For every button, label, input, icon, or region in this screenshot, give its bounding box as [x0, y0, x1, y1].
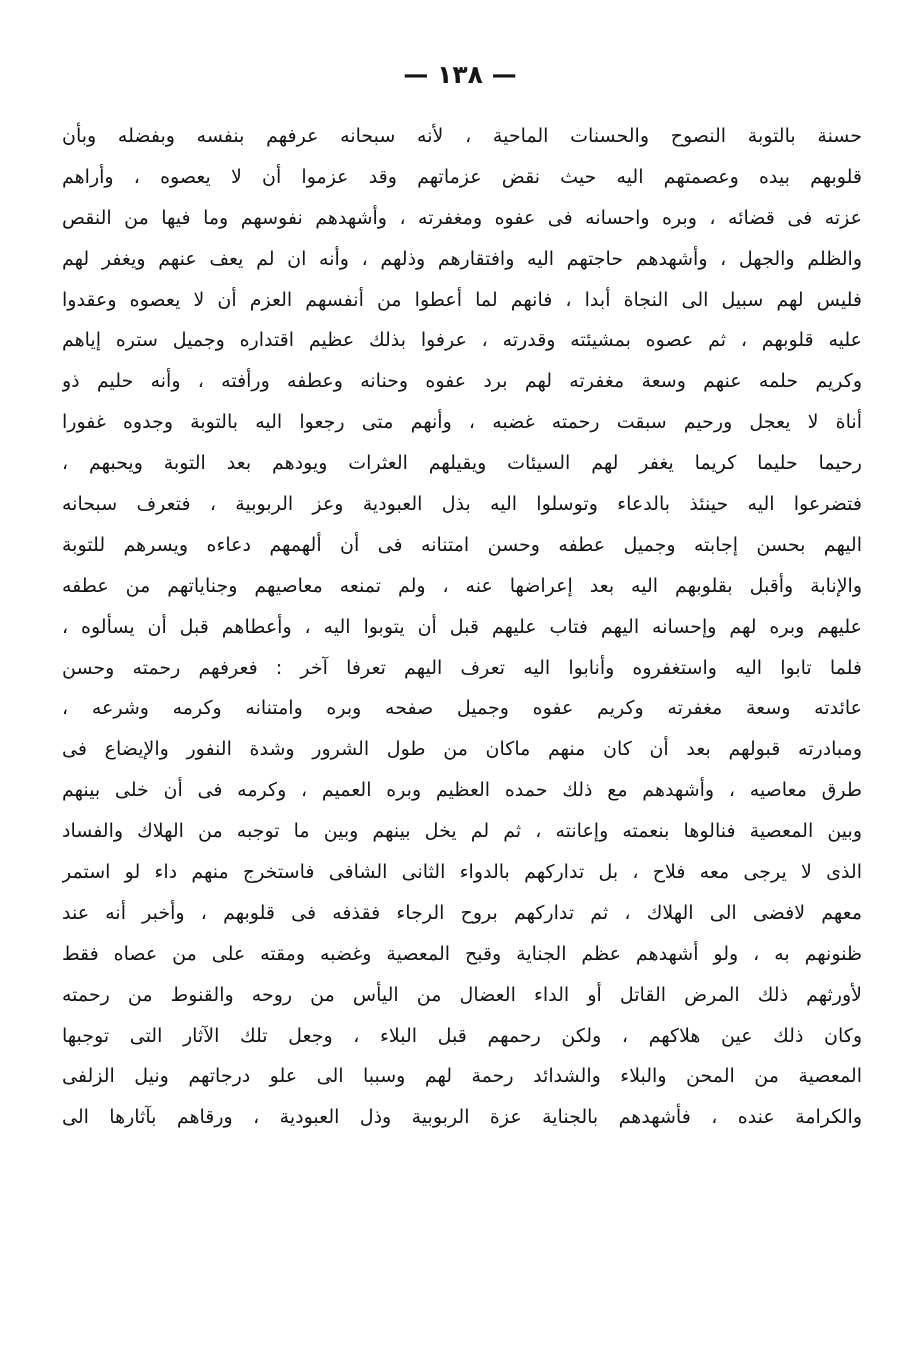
text-line: أناة لا يعجل ورحيم سبقت رحمته غضبه ، وأنهم متى رجعوا اليه بالتوبة وجدوه غفورا — [62, 411, 862, 434]
text-line: طرق معاصيه ، وأشهدهم مع ذلك حمده العظيم وبره العميم ، وكرمه فى أن خلى بينهم — [62, 779, 862, 802]
text-line: قلوبهم بيده وعصمتهم اليه حيث نقض عزماتهم وقد عزموا أن لا يعصوه ، وأراهم — [62, 165, 862, 188]
text-line: عائدته وسعة مغفرته وكريم عفوه وجميل صفحه وبره وامتنانه وكرمه وشرعه ، — [62, 697, 862, 720]
text-line: حسنة بالتوبة النصوح والحسنات الماحية ، لأنه سبحانه عرفهم بنفسه وبفضله وبأن — [62, 125, 862, 147]
text-line: عزته فى قضائه ، وبره واحسانه فى عفوه ومغفرته ، وأشهدهم نفوسهم وما فيها من النقص — [62, 206, 862, 229]
text-line: فتضرعوا اليه حينئذ بالدعاء وتوسلوا اليه بذل العبودية وعز الربوبية ، فتعرف سبحانه — [62, 493, 862, 516]
text-line: معهم لافضى الى الهلاك ، ثم تداركهم بروح الرجاء فقذفه فى قلوبهم ، وأخبر أنه عند — [62, 901, 862, 924]
text-line: عليهم وبره لهم وإحسانه اليهم فتاب عليهم قبل أن يتوبوا اليه ، وأعطاهم قبل أن يسألوه ، — [62, 615, 862, 638]
text-line: وكان ذلك عين هلاكهم ، ولكن رحمهم قبل البلاء ، وجعل تلك الآثار التى توجبها — [62, 1024, 862, 1047]
text-line: والظلم والجهل ، وأشهدهم حاجتهم اليه وافتقارهم وذلهم ، وأنه ان لم يعف عنهم ويغفر لهم — [62, 247, 862, 270]
text-line: والإنابة وأقبل بقلوبهم اليه بعد إعراضها عنه ، ولم تمنعه معاصيهم وجناياتهم من عطفه — [62, 574, 862, 597]
text-line: فليس لهم سبيل الى النجاة أبدا ، فانهم لما أعطوا من أنفسهم العزم أن لا يعصوه وعقدوا — [62, 288, 862, 311]
text-line: ومبادرته قبولهم بعد أن كان منهم ماكان من طول الشرور وشدة النفور والإيضاع فى — [62, 738, 862, 761]
text-line: المعصية من المحن والبلاء والشدائد رحمة لهم وسببا الى علو درجاتهم ونيل الزلفى — [62, 1065, 862, 1088]
text-line: عليه قلوبهم ، ثم عصوه بمشيئته وقدرته ، عرفوا بذلك عظيم اقتداره وجميل ستره إياهم — [62, 329, 862, 352]
text-line: ظنونهم به ، ولو أشهدهم عظم الجناية وقبح المعصية وغضبه ومقته على من عصاه فقط — [62, 942, 862, 965]
text-line: والكرامة عنده ، فأشهدهم بالجناية عزة الربوبية وذل العبودية ، ورقاهم بآثارها الى — [62, 1106, 862, 1129]
text-line: فلما تابوا اليه واستغفروه وأنابوا اليه تعرف اليهم تعرفا آخر : فعرفهم رحمته وحسن — [62, 656, 862, 679]
text-line: اليهم بحسن إجابته وجميل عطفه وحسن امتنانه فى أن ألهمهم دعاءه ويسرهم للتوبة — [62, 533, 862, 556]
page-number: — ١٣٨ — — [403, 60, 517, 89]
body-text — [62, 116, 862, 1316]
text-line: وبين المعصية فنالوها بنعمته وإعانته ، ثم لم يخل بينهم وبين ما توجبه من الهلاك والفساد — [62, 820, 862, 843]
text-line: رحيما حليما كريما يغفر لهم السيئات ويقيلهم العثرات ويودهم بعد التوبة ويحبهم ، — [62, 452, 862, 475]
text-line: وكريم حلمه عنهم وسعة مغفرته لهم برد عفوه وحنانه وعطفه ورأفته ، وأنه حليم ذو — [62, 370, 862, 393]
text-line: لأورثهم ذلك المرض القاتل أو الداء العضال من اليأس من روحه والقنوط من رحمته — [62, 983, 862, 1006]
text-line: الذى لا يرجى معه فلاح ، بل تداركهم بالدواء الثانى الشافى فاستخرج منهم داء لو استمر — [62, 861, 862, 884]
